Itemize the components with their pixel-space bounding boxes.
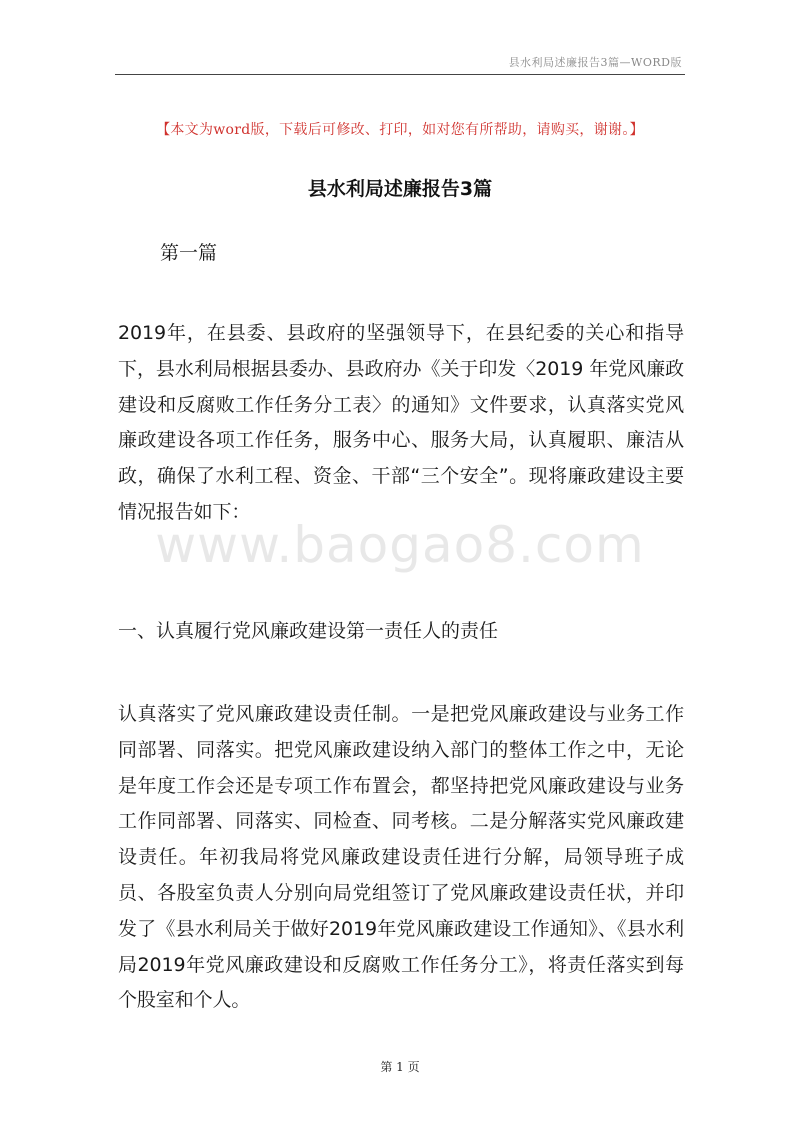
body-paragraph-2: 认真落实了党风廉政建设责任制。一是把党风廉政建设与业务工作同部署、同落实。把党风廉政建设纳入部门的整体工作之中，无论是年度工作会还是专项工作布置会，都坚持把党风廉政建设与业务工作同部署、同落实、同检查、同考核。二是分解落实党风廉政建设责任。年初我局将党风廉政建设责任进行分解，局领导班子成员、各股室负责人分别向局党组签订了党风廉政建设责任状，并印发了《县水利局关于做好2019年党风廉政建设工作通知》、《县水利局2019年党风廉政建设和反腐败工作任务分工》，将责任落实到每个股室和个人。 (118, 703, 684, 1012)
section-heading-1: 一、认真履行党风廉政建设第一责任人的责任 (118, 620, 499, 642)
section-label: 第一篇 (160, 242, 218, 264)
body-paragraph-1: 2019年，在县委、县政府的坚强领导下，在县纪委的关心和指导下，县水利局根据县委办、县政府办《关于印发〈2019 年党风廉政建设和反腐败工作任务分工表〉的通知》文件要求，认真落实党风廉政建设各项工作任务，服务中心、服务大局，认真履职、廉洁从政，确保了水利工程、资金、干部“三个安全”。现将廉政建设主要情况报告如下： (118, 322, 684, 523)
running-header: 县水利局述廉报告3篇—WORD版 (508, 56, 682, 69)
watermark: www.baogao8.com (155, 516, 645, 574)
purchase-notice: 【本文为word版，下载后可修改、打印，如对您有所帮助，请购买，谢谢。】 (156, 122, 644, 138)
page-number: 第 1 页 (380, 1060, 420, 1074)
header-divider (115, 74, 685, 75)
document-title: 县水利局述廉报告3篇 (307, 178, 493, 200)
